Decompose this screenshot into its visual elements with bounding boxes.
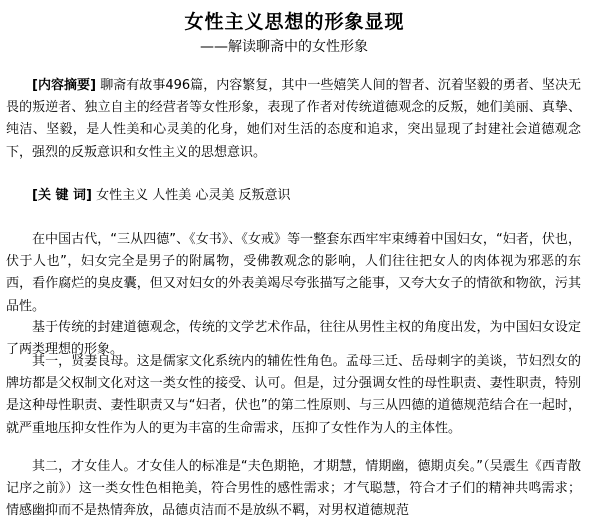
body-paragraph-4: 其二，才女佳人。才女佳人的标准是“夫色期艳，才期慧，情期幽，德期贞矣。”（吴震生《西青散记序之前》）这一类女性色相艳美，符合男性的感性需求；才气聪慧，符合才子们的精神共鸣需求；情感幽抑而不是热情奔放，品德贞洁而不是放纵不羁，对男权道德规范 bbox=[6, 459, 581, 519]
document-subtitle: ——解读聊斋中的女性形象 bbox=[200, 39, 368, 55]
body-paragraph-1: 在中国古代，“三从四德”、《女书》、《女戒》等一整套东西牢牢束缚着中国妇女，“妇者，伏也，伏于人也”，妇女完全是男子的附属物，受佛教观念的影响，人们往往把女人的肉体视为邪恶的东西，看作腐烂的臭皮囊，但又对妇女的外表美竭尽夸张描写之能事，又夸大女子的情欲和物欲，污其品性。 bbox=[6, 232, 581, 314]
keywords-text: 女性主义 人性美 心灵美 反叛意识 bbox=[96, 188, 291, 203]
body-paragraph-2: 基于传统的封建道德观念，传统的文学艺术作品，往往从男性主权的角度出发，为中国妇女设定了两类理想的形象。 bbox=[6, 320, 581, 358]
abstract-label: [内容摘要] bbox=[32, 78, 97, 93]
abstract-text: 聊斋有故事496篇，内容繁复，其中一些嬉笑人间的智者、沉着坚毅的勇者、坚决无畏的叛逆者、独立自主的经营者等女性形象，表现了作者对传统道德观念的反叛，她们美丽、真挚、纯洁、坚毅，是人性美和心灵美的化身，她们对生活的态度和追求，突出显现了封建社会道德观念下，强烈的反叛意识和女性主义的思想意识。 bbox=[6, 78, 581, 160]
document-title: 女性主义思想的形象显现 bbox=[184, 11, 405, 33]
abstract-paragraph bbox=[6, 75, 581, 164]
body-paragraph-3: 其一，贤妻良母。这是儒家文化系统内的辅佐性角色。孟母三迁、岳母刺字的美谈，节妇烈女的牌坊都是父权制文化对这一类女性的接受、认可。但是，过分强调女性的母性职责、妻性职责，特别是这种母性职责、妻性职责又与“妇者，伏也”的第二性原则、与三从四德的道德规范结合在一起时，就严重地压抑女性作为人的更为丰富的生命需求，压抑了女性作为人的主体性。 bbox=[6, 354, 581, 436]
keywords-paragraph bbox=[6, 185, 581, 207]
keywords-label: [关 键 词] bbox=[32, 188, 92, 203]
